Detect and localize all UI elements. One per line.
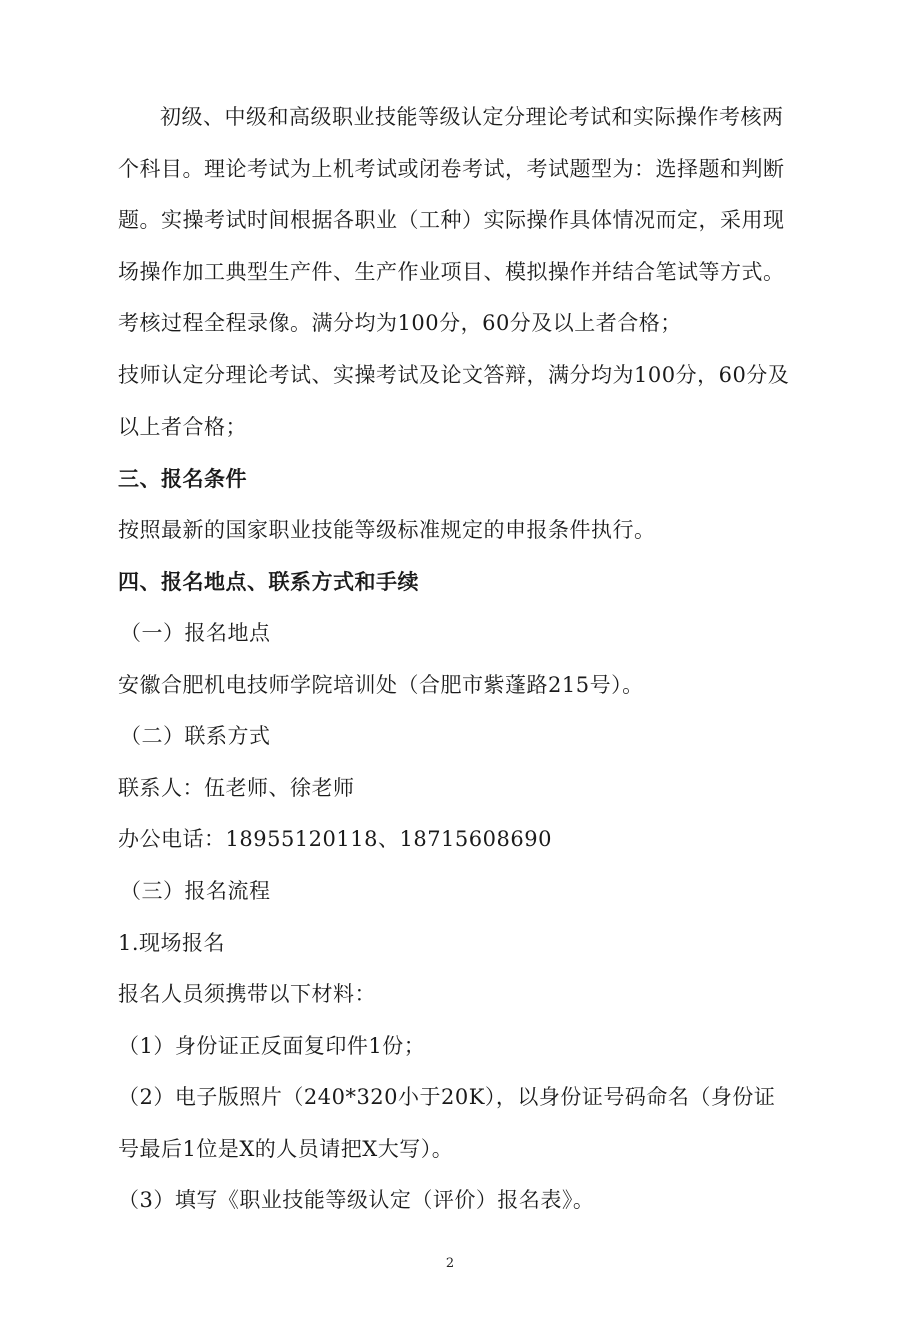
location-text: 安徽合肥机电技师学院培训处（合肥市紫蓬路215号）。 <box>118 672 644 697</box>
onsite-registration-step: 1.现场报名 <box>118 930 226 955</box>
material-item-3: （3）填写《职业技能等级认定（评价）报名表》。 <box>118 1188 595 1213</box>
document-body <box>118 92 790 1227</box>
section-heading-registration-details: 四、报名地点、联系方式和手续 <box>118 569 419 595</box>
material-item-1: （1）身份证正反面复印件1份； <box>118 1033 426 1058</box>
material-item-2: （2）电子版照片（240*320小于20K），以身份证号码命名（身份证号最后1位是X的人员请把X大写）。 <box>118 1085 776 1161</box>
subsection-heading-contact: （二）联系方式 <box>120 724 271 749</box>
materials-intro-text: 报名人员须携带以下材料： <box>118 982 376 1007</box>
office-phone-text: 办公电话：18955120118、18715608690 <box>118 827 552 852</box>
section-heading-registration-conditions: 三、报名条件 <box>118 466 247 492</box>
technician-exam-paragraph: 技师认定分理论考试、实操考试及论文答辩，满分均为100分，60分及以上者合格； <box>118 362 790 439</box>
registration-conditions-text: 按照最新的国家职业技能等级标准规定的申报条件执行。 <box>118 517 656 542</box>
subsection-heading-location: （一）报名地点 <box>120 620 271 645</box>
exam-description-paragraph: 初级、中级和高级职业技能等级认定分理论考试和实际操作考核两个科目。理论考试为上机考试或闭卷考试，考试题型为：选择题和判断题。实操考试时间根据各职业（工种）实际操作具体情况而定，采用现场操作加工典型生产件、生产作业项目、模拟操作并结合笔试等方式。考核过程全程录像。满分均为100分，60分及以上者合格； <box>118 105 785 336</box>
subsection-heading-process: （三）报名流程 <box>120 878 271 903</box>
contact-person-text: 联系人：伍老师、徐老师 <box>118 775 355 800</box>
page-number: 2 <box>445 1256 455 1271</box>
